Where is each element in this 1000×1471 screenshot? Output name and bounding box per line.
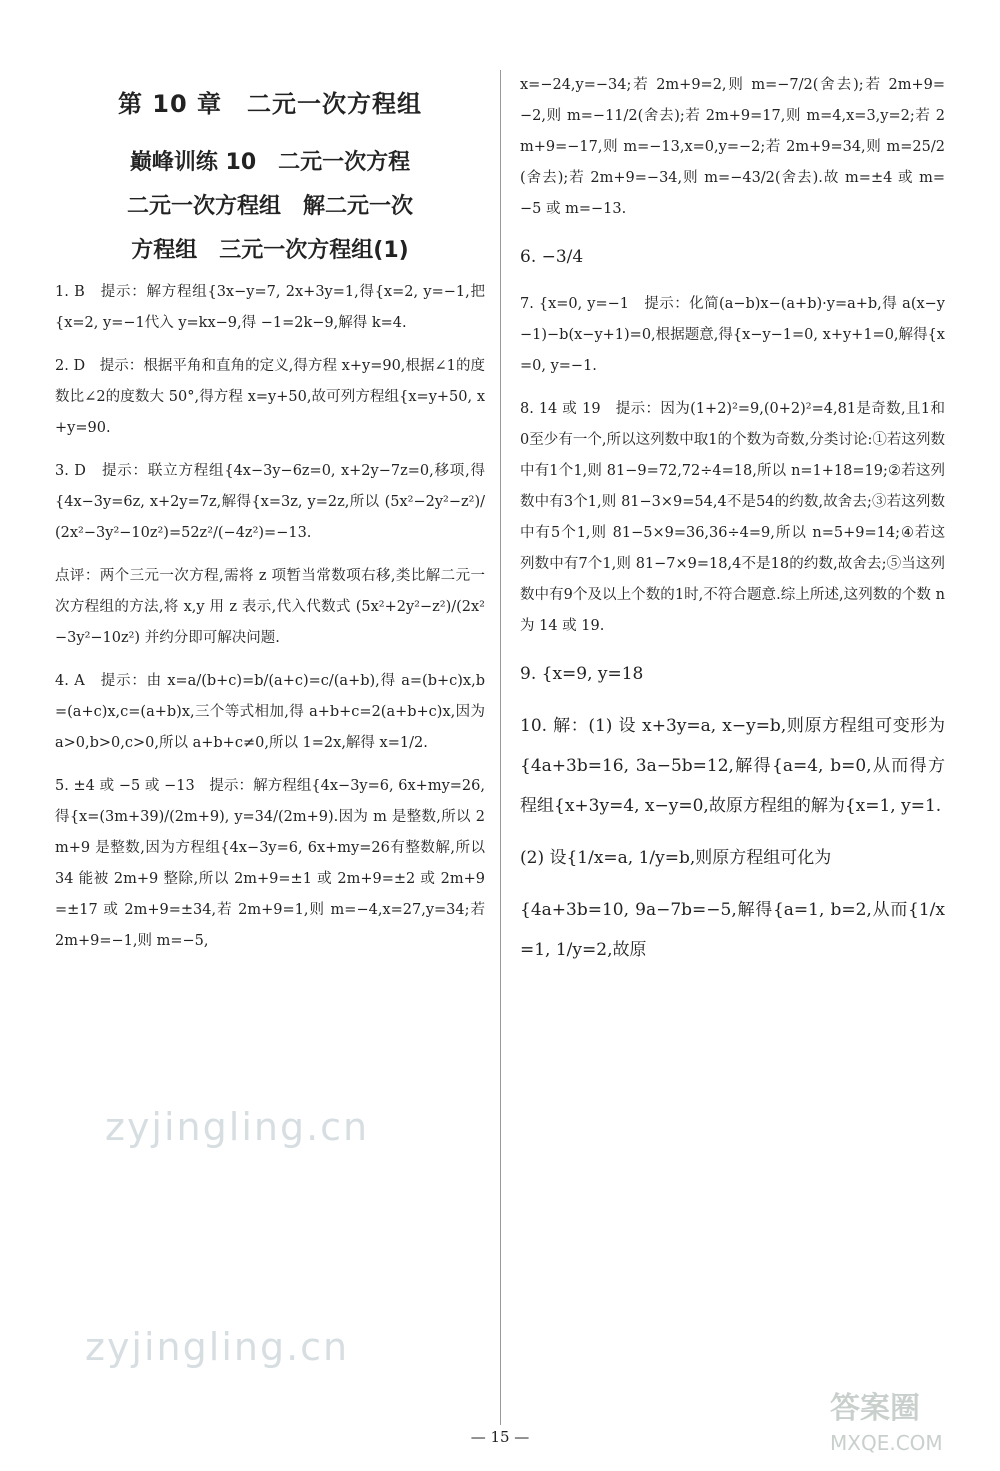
answer-1: 1. B 提示：解方程组{3x−y=7, 2x+3y=1,得{x=2, y=−1,把{x=2, y=−1代入 y=kx−9,得 −1=2k−9,解得 k=4. xyxy=(55,284,485,331)
left-column xyxy=(55,70,485,969)
chapter-title: 第 10 章 二元一次方程组 xyxy=(117,90,423,118)
watermark-lower: zyjingling.cn xyxy=(85,1325,350,1369)
answer-9: 9. {x=9, y=18 xyxy=(520,664,644,684)
column-divider xyxy=(500,70,501,1425)
section-title-line2: 二元一次方程组 解二元一次 xyxy=(126,194,413,219)
site-logo xyxy=(820,1380,990,1460)
section-title xyxy=(55,145,485,269)
right-column xyxy=(520,70,945,982)
logo-bottom-text: MXQE.COM xyxy=(830,1431,943,1455)
answer-2: 2. D 提示：根据平角和直角的定义,得方程 x+y=90,根据∠1的度数比∠2的度数大 50°,得方程 x=y+50,故可列方程组{x=y+50, x+y=90. xyxy=(55,358,485,436)
section-title-line3: 方程组 三元一次方程组(1) xyxy=(131,238,409,263)
comment: 点评：两个三元一次方程,需将 z 项暂当常数项右移,类比解二元一次方程组的方法,将 x,y 用 z 表示,代入代数式 (5x²+2y²−z²)/(2x²−3y²−10z²) 并约分即可解决问题. xyxy=(55,568,485,646)
answer-4: 4. A 提示：由 x=a/(b+c)=b/(a+c)=c/(a+b),得 a=(b+c)x,b=(a+c)x,c=(a+b)x,三个等式相加,得 a+b+c=2(a+b+c)x,因为 a>0,b>0,c>0,所以 a+b+c≠0,所以 1=2x,解得 x=1/2. xyxy=(55,673,485,751)
answer-8: 8. 14 或 19 提示：因为(1+2)²=9,(0+2)²=4,81是奇数,且1和0至少有一个,所以这列数中取1的个数为奇数,分类讨论:①若这列数中有1个1,则 81−9=72,72÷4=18,所以 n=1+18=19;②若这列数中有3个1,则 81−3×9=54,4不是54的约数,故舍去;③若这列数中有5个1,则 81−5×9=36,36÷4=9,所以 n=5+9=14;④若这列数中有7个1,则 81−7×9=18,4不是18的约数,故舍去;⑤当这列数中有9个及以上个数的1时,不符合题意.综上所述,这列数的个数 n 为 14 或 19. xyxy=(520,401,945,634)
page-number: — 15 — xyxy=(470,1428,530,1446)
answer-5: 5. ±4 或 −5 或 −13 提示：解方程组{4x−3y=6, 6x+my=26,得{x=(3m+39)/(2m+9), y=34/(2m+9).因为 m 是整数,所以 2m+9 是整数,因为方程组{4x−3y=6, 6x+my=26有整数解,所以 34 能被 2m+9 整除,所以 2m+9=±1 或 2m+9=±2 或 2m+9=±17 或 2m+9=±34,若 2m+9=1,则 m=−4,x=27,y=34;若 2m+9=−1,则 m=−5, xyxy=(55,778,485,949)
watermark: zyjingling.cn xyxy=(105,1105,370,1149)
answer-10-part2-continued: {4a+3b=10, 9a−7b=−5,解得{a=1, b=2,从而{1/x=1, 1/y=2,故原 xyxy=(520,900,945,960)
answer-7: 7. {x=0, y=−1 提示：化简(a−b)x−(a+b)·y=a+b,得 a(x−y−1)−b(x−y+1)=0,根据题意,得{x−y−1=0, x+y+1=0,解得{x=0, y=−1. xyxy=(520,296,945,374)
answer-6: 6. −3/4 xyxy=(520,247,584,267)
answer-10-part1: 10. 解：(1) 设 x+3y=a, x−y=b,则原方程组可变形为{4a+3b=16, 3a−5b=12,解得{a=4, b=0,从而得方程组{x+3y=4, x−y=0,故原方程组的解为{x=1, y=1. xyxy=(520,716,945,816)
answer-3: 3. D 提示：联立方程组{4x−3y−6z=0, x+2y−7z=0,移项,得{4x−3y=6z, x+2y=7z,解得{x=3z, y=2z,所以 (5x²−2y²−z²)/(2x²−3y²−10z²)=52z²/(−4z²)=−13. xyxy=(55,463,485,541)
answer-5-continued: x=−24,y=−34;若 2m+9=2,则 m=−7/2(舍去);若 2m+9=−2,则 m=−11/2(舍去);若 2m+9=17,则 m=4,x=3,y=2;若 2m+9=−17,则 m=−13,x=0,y=−2;若 2m+9=34,则 m=25/2(舍去);若 2m+9=−34,则 m=−43/2(舍去).故 m=±4 或 m=−5 或 m=−13. xyxy=(520,77,945,217)
answer-10-part2: (2) 设{1/x=a, 1/y=b,则原方程组可化为 xyxy=(520,848,832,868)
logo-top-text: 答案圈 xyxy=(830,1391,920,1426)
section-title-line1: 巅峰训练 10 二元一次方程 xyxy=(129,150,411,175)
